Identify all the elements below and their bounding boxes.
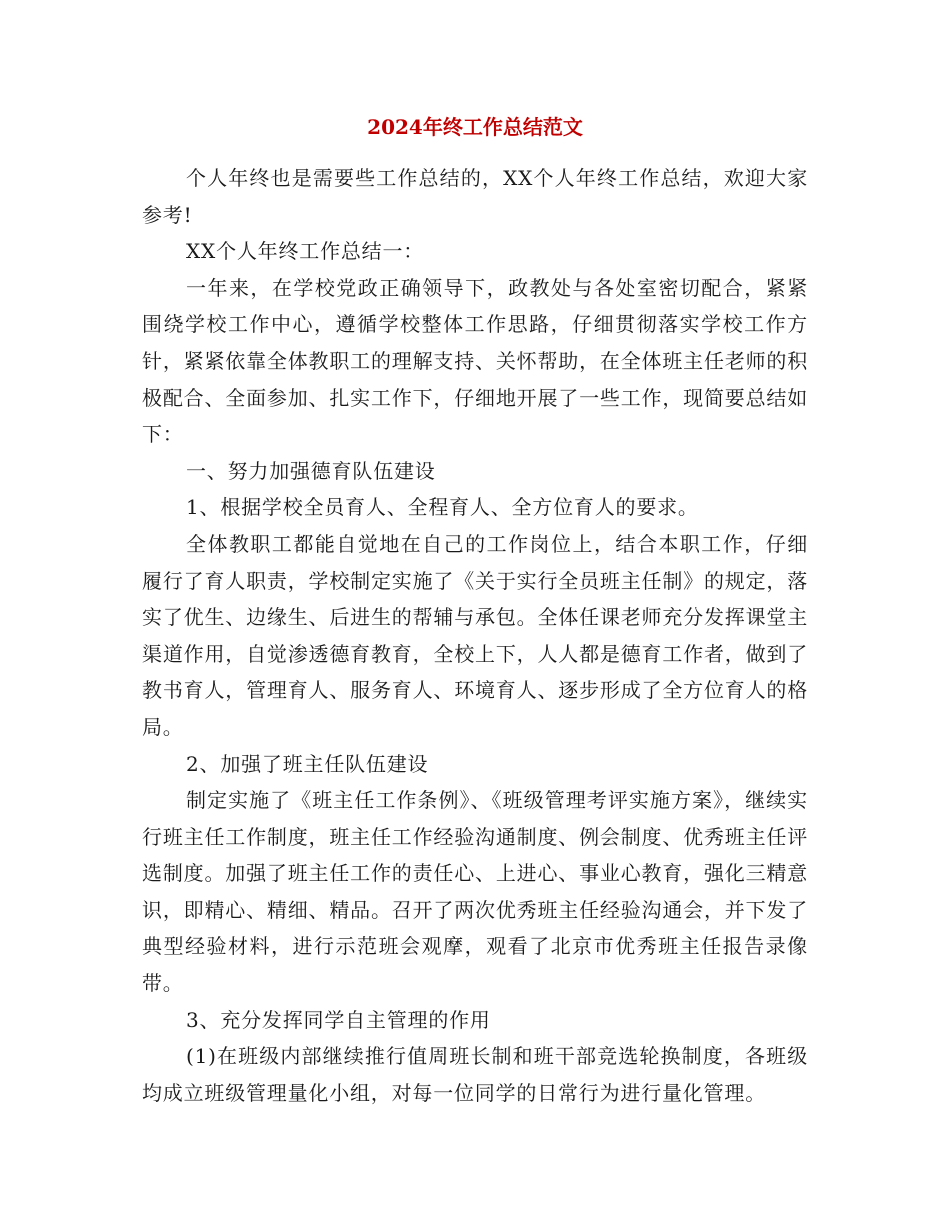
document-title: 2024年终工作总结范文 bbox=[367, 115, 583, 139]
document-body bbox=[142, 160, 808, 1111]
paragraph-intro: 个人年终也是需要些工作总结的，XX个人年终工作总结，欢迎大家参考! bbox=[142, 166, 808, 227]
paragraph-overview: 一年来，在学校党政正确领导下，政教处与各处室密切配合，紧紧围绕学校工作中心，遵循学校整体工作思路，仔细贯彻落实学校工作方针，紧紧依靠全体教职工的理解支持、关怀帮助，在全体班主任老师的积极配合、全面参加、扎实工作下，仔细地开展了一些工作，现简要总结如下： bbox=[142, 275, 808, 447]
section-heading-1: 一、努力加强德育队伍建设 bbox=[186, 458, 436, 483]
subheading-1: 1、根据学校全员育人、全程育人、全方位育人的要求。 bbox=[186, 495, 699, 520]
paragraph-all-staff: 全体教职工都能自觉地在自己的工作岗位上，结合本职工作，仔细履行了育人职责，学校制定实施了《关于实行全员班主任制》的规定，落实了优生、边缘生、后进生的帮辅与承包。全体任课老师充分发挥课堂主渠道作用，自觉渗透德育教育，全校上下，人人都是德育工作者，做到了教书育人，管理育人、服务育人、环境育人、逐步形成了全方位育人的格局。 bbox=[142, 531, 808, 739]
paragraph-head-teachers: 制定实施了《班主任工作条例》、《班级管理考评实施方案》，继续实行班主任工作制度，班主任工作经验沟通制度、例会制度、优秀班主任评选制度。加强了班主任工作的责任心、上进心、事业心教育，强化三精意识，即精心、精细、精品。召开了两次优秀班主任经验沟通会，并下发了典型经验材料，进行示范班会观摩，观看了北京市优秀班主任报告录像带。 bbox=[142, 788, 808, 996]
paragraph-heading-summary-one: XX个人年终工作总结一： bbox=[186, 239, 425, 264]
subheading-3: 3、充分发挥同学自主管理的作用 bbox=[186, 1007, 491, 1032]
paragraph-self-management: (1)在班级内部继续推行值周班长制和班干部竞选轮换制度，各班级均成立班级管理量化小组，对每一位同学的日常行为进行量化管理。 bbox=[142, 1044, 808, 1105]
subheading-2: 2、加强了班主任队伍建设 bbox=[186, 751, 429, 776]
